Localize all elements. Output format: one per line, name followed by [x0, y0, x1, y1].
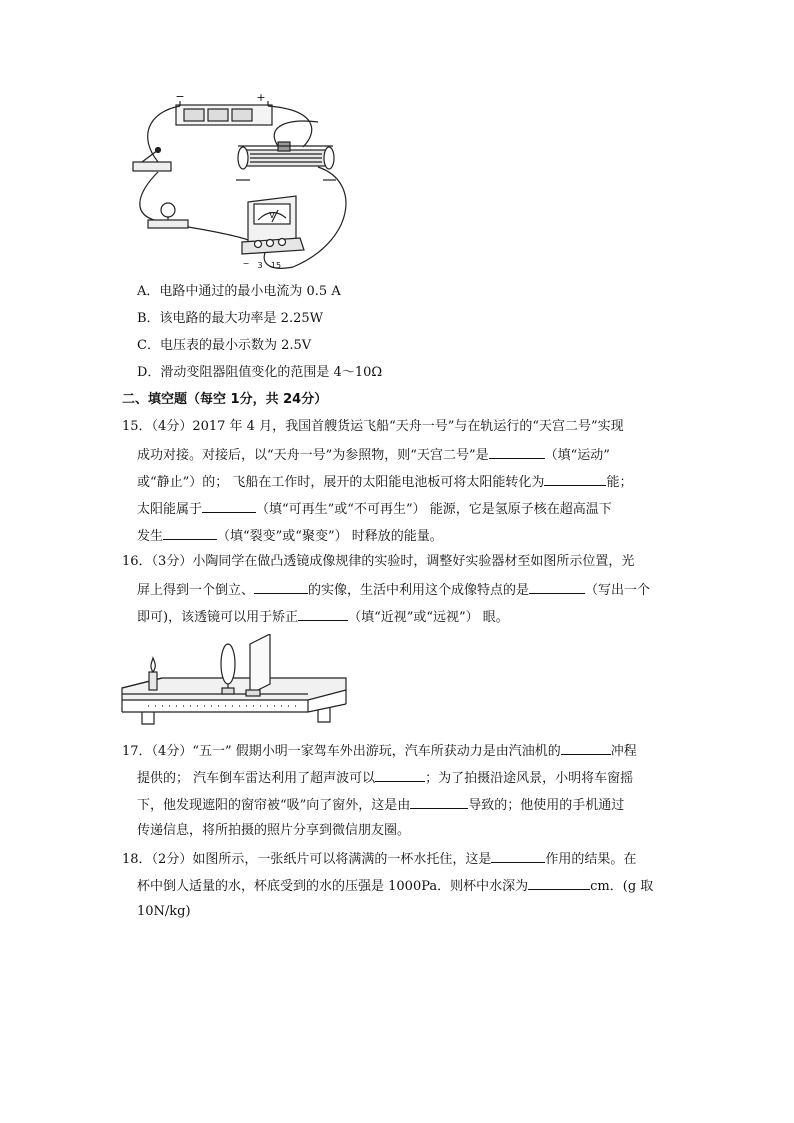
q15-text: （填“裂变”或“聚变”） 时释放的能量。: [217, 529, 443, 544]
answer-blank[interactable]: [410, 794, 468, 809]
q15-text: （填“运动”: [544, 448, 610, 463]
q17-line-2: [137, 767, 633, 789]
answer-blank[interactable]: [544, 471, 606, 486]
battery-cell: [184, 109, 204, 121]
answer-blank[interactable]: [375, 767, 425, 782]
section-title: 二、填空题（每空 1分，共 24分）: [122, 392, 328, 407]
q18-line-2: [137, 875, 653, 897]
q16-line-2: [137, 579, 650, 601]
q18-text: 作用的结果。在: [545, 852, 637, 867]
q17-text: 导致的；他使用的手机通过: [468, 798, 625, 813]
battery-cell: [208, 109, 228, 121]
q15-line-1: 15．（4分）2017 年 4 月，我国首艘货运飞船“天舟一号”与在轨运行的“天宫二号”实现: [122, 419, 624, 434]
q17-line-4: 传递信息，将所拍摄的照片分享到微信朋友圈。: [137, 823, 411, 838]
answer-blank[interactable]: [528, 875, 590, 890]
q17-text: 17．（4分）“五一” 假期小明一家驾车外出游玩，汽车所获动力是由汽油机的: [122, 744, 561, 759]
option-d: D．滑动变阻器阻值变化的范围是 4～10Ω: [137, 365, 383, 380]
q15-text: 发生: [137, 529, 164, 544]
answer-blank[interactable]: [491, 848, 545, 863]
light-screen: [250, 634, 270, 694]
option-c: C．电压表的最小示数为 2.5V: [137, 338, 312, 353]
q15-text: 能；: [606, 475, 633, 490]
voltmeter-terminal-label: 3: [257, 261, 263, 270]
q17-text: 下，他发现遮阳的窗帘被“吸”向了窗外，这是由: [137, 798, 411, 813]
q16-line-3: [137, 606, 509, 628]
voltmeter-symbol: V: [269, 211, 275, 220]
battery-minus-sign: −: [175, 92, 185, 103]
lamp-bulb: [161, 203, 175, 217]
q16-text: 的实像，生活中利用这个成像特点的是: [308, 583, 530, 598]
option-a: A．电路中通过的最小电流为 0.5 A: [137, 284, 341, 299]
convex-lens: [221, 644, 235, 684]
q18-text: cm．(g 取: [590, 879, 654, 894]
switch-base: [133, 162, 171, 171]
q16-text: 即可)，该透镜可以用于矫正: [137, 610, 299, 625]
q15-line-3: [137, 471, 632, 493]
q18-line-3: 10N/kg): [137, 904, 191, 919]
lamp-base: [148, 220, 188, 228]
answer-blank[interactable]: [529, 579, 585, 594]
q15-line-2: [137, 444, 610, 466]
candle: [149, 672, 157, 690]
q15-line-5: [137, 525, 443, 547]
battery-plus-sign: +: [256, 92, 266, 104]
battery-cell: [232, 109, 252, 121]
voltmeter-terminal-label: −: [242, 259, 250, 268]
voltmeter-terminal-label: 15: [270, 261, 282, 270]
q16-line-1: 16．（3分）小陶同学在做凸透镜成像规律的实验时，调整好实验器材至如图所示位置，光: [122, 554, 635, 569]
answer-blank[interactable]: [163, 525, 217, 540]
answer-blank[interactable]: [298, 606, 348, 621]
answer-blank[interactable]: [489, 444, 545, 459]
q17-line-3: [137, 794, 624, 816]
q17-text: ；为了拍摄沿途风景，小明将车窗摇: [425, 771, 634, 786]
q15-text: 或“静止”）的； 飞船在工作时，展开的太阳能电池板可将太阳能转化为: [137, 475, 545, 490]
circuit-diagram: [118, 92, 368, 274]
answer-blank[interactable]: [202, 498, 256, 513]
optical-bench-diagram: [118, 634, 350, 730]
candle-flame: [151, 658, 155, 672]
q17-text: 提供的； 汽车倒车雷达利用了超声波可以: [137, 771, 376, 786]
option-b: B．该电路的最大功率是 2.25W: [137, 311, 323, 326]
q15-text: （填“可再生”或“不可再生”） 能源，它是氢原子核在超高温下: [256, 502, 612, 517]
answer-blank[interactable]: [254, 579, 308, 594]
q16-text: （写出一个: [585, 583, 651, 598]
q17-text: 冲程: [610, 744, 637, 759]
answer-blank[interactable]: [561, 740, 611, 755]
q18-line-1: [122, 848, 636, 870]
q15-text: 成功对接。对接后，以“天舟一号”为参照物，则“天宫二号”是: [137, 448, 489, 463]
q15-line-4: [137, 498, 612, 520]
q15-text: 太阳能属于: [137, 502, 203, 517]
q18-text: 杯中倒人适量的水，杯底受到的水的压强是 1000Pa．则杯中水深为: [137, 879, 529, 894]
q18-text: 18．（2分）如图所示，一张纸片可以将满满的一杯水托住，这是: [122, 852, 492, 867]
q16-text: （填“近视”或“远视”） 眼。: [348, 610, 509, 625]
q16-text: 屏上得到一个倒立、: [137, 583, 255, 598]
q17-line-1: [122, 740, 637, 762]
